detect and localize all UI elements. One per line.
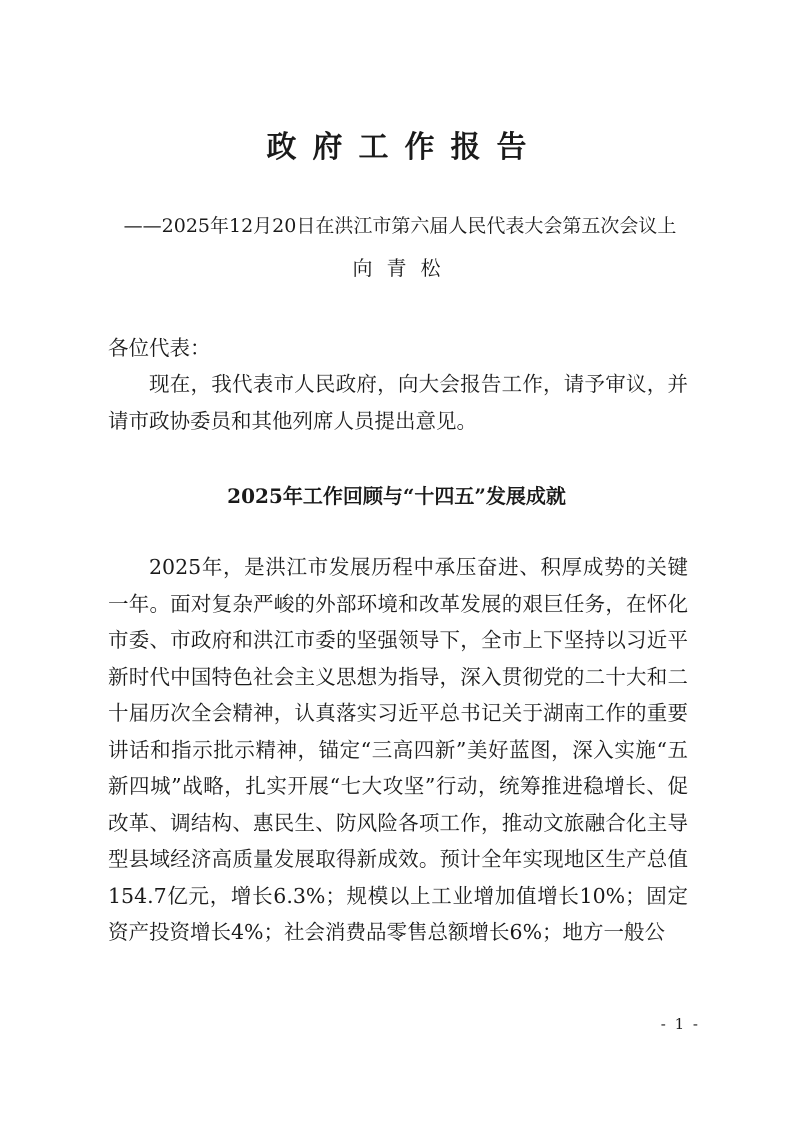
document-author: 向青松	[352, 256, 455, 280]
document-title: 政府工作报告	[266, 130, 543, 165]
section-heading: 2025年工作回顾与“十四五”发展成就	[227, 484, 566, 508]
page-number: - 1 -	[660, 1015, 700, 1033]
intro-paragraph: 现在，我代表市人民政府，向大会报告工作，请予审议，并请市政协委员和其他列席人员提出意见。	[108, 372, 688, 433]
salutation: 各位代表：	[108, 336, 211, 360]
section-paragraph: 2025年，是洪江市发展历程中承压奋进、积厚成势的关键一年。面对复杂严峻的外部环境和改革发展的艰巨任务，在怀化市委、市政府和洪江市委的坚强领导下，全市上下坚持以习近平新时代中国特色社会主义思想为指导，深入贯彻党的二十大和二十届历次全会精神，认真落实习近平总书记关于湖南工作的重要讲话和指示批示精神，锚定“三高四新”美好蓝图，深入实施“五新四城”战略，扎实开展“七大攻坚”行动，统筹推进稳增长、促改革、调结构、惠民生、防风险各项工作，推动文旅融合化主导型县域经济高质量发展取得新成效。预计全年实现地区生产总值154.7亿元，增长6.3%；规模以上工业增加值增长10%；固定资产投资增长4%；社会消费品零售总额增长6%；地方一般公	[108, 555, 688, 944]
document-subtitle: ——2025年12月20日在洪江市第六届人民代表大会第五次会议上	[123, 215, 677, 237]
